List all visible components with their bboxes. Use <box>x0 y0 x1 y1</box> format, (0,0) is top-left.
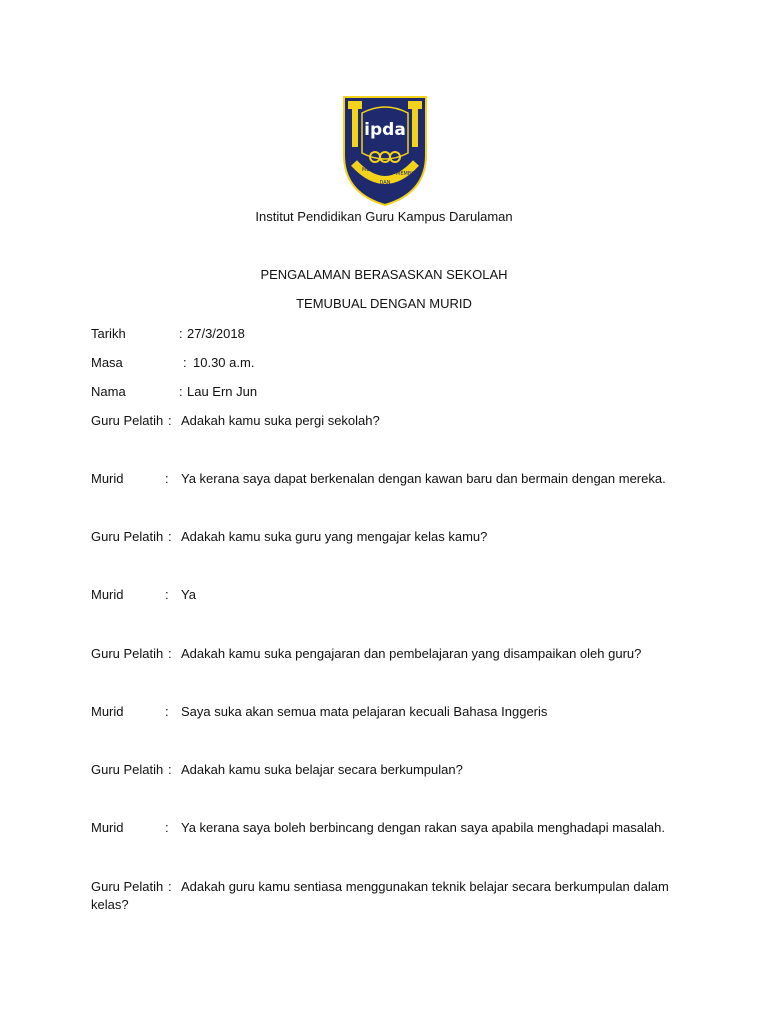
speaker-label: Guru Pelatih <box>91 646 164 661</box>
speaker-label: Murid <box>91 471 124 486</box>
meta-colon: : <box>183 355 187 370</box>
meta-label: Tarikh <box>91 326 126 341</box>
ipda-logo <box>340 93 430 207</box>
speaker-colon: : <box>168 646 172 661</box>
meta-value: Lau Ern Jun <box>187 384 258 399</box>
speaker-label: Murid <box>91 587 124 602</box>
dialogue-text-continued: kelas? <box>91 897 129 912</box>
speaker-label: Guru Pelatih <box>91 529 164 544</box>
speaker-colon: : <box>165 471 169 486</box>
logo-motto-left: MENDIDIK <box>362 167 388 173</box>
logo-motto-right: MEMBINA <box>396 171 420 177</box>
logo-motto-middle: DAN <box>379 180 391 186</box>
meta-value: 10.30 a.m. <box>193 355 255 370</box>
speaker-colon: : <box>168 762 172 777</box>
speaker-colon: : <box>168 529 172 544</box>
speaker-colon: : <box>168 413 172 428</box>
speaker-label: Guru Pelatih <box>91 879 164 894</box>
speaker-label: Guru Pelatih <box>91 413 164 428</box>
speaker-colon: : <box>165 820 169 835</box>
dialogue-text: Adakah kamu suka belajar secara berkumpulan? <box>181 762 463 777</box>
speaker-label: Murid <box>91 820 124 835</box>
dialogue-text: Adakah kamu suka pengajaran dan pembelajaran yang disampaikan oleh guru? <box>181 646 642 661</box>
institution-name: Institut Pendidikan Guru Kampus Darulaman <box>255 209 513 224</box>
dialogue-text: Ya <box>181 587 196 602</box>
dialogue-text: Adakah kamu suka pergi sekolah? <box>181 413 380 428</box>
dialogue-text: Adakah kamu suka guru yang mengajar kelas kamu? <box>181 529 488 544</box>
dialogue-text: Ya kerana saya boleh berbincang dengan rakan saya apabila menghadapi masalah. <box>181 820 665 835</box>
speaker-colon: : <box>165 704 169 719</box>
meta-label: Nama <box>91 384 126 399</box>
meta-colon: : <box>179 384 183 399</box>
meta-label: Masa <box>91 355 123 370</box>
document-subtitle: TEMUBUAL DENGAN MURID <box>296 296 472 311</box>
dialogue-text: Adakah guru kamu sentiasa menggunakan teknik belajar secara berkumpulan dalam <box>181 879 669 894</box>
logo-text: ipda <box>364 120 406 140</box>
meta-colon: : <box>179 326 183 341</box>
speaker-colon: : <box>165 587 169 602</box>
speaker-label: Guru Pelatih <box>91 762 164 777</box>
meta-value: 27/3/2018 <box>187 326 245 341</box>
speaker-label: Murid <box>91 704 124 719</box>
dialogue-text: Saya suka akan semua mata pelajaran kecuali Bahasa Inggeris <box>181 704 548 719</box>
speaker-colon: : <box>168 879 172 894</box>
dialogue-text: Ya kerana saya dapat berkenalan dengan kawan baru dan bermain dengan mereka. <box>181 471 666 486</box>
document-title: PENGALAMAN BERASASKAN SEKOLAH <box>260 267 508 282</box>
